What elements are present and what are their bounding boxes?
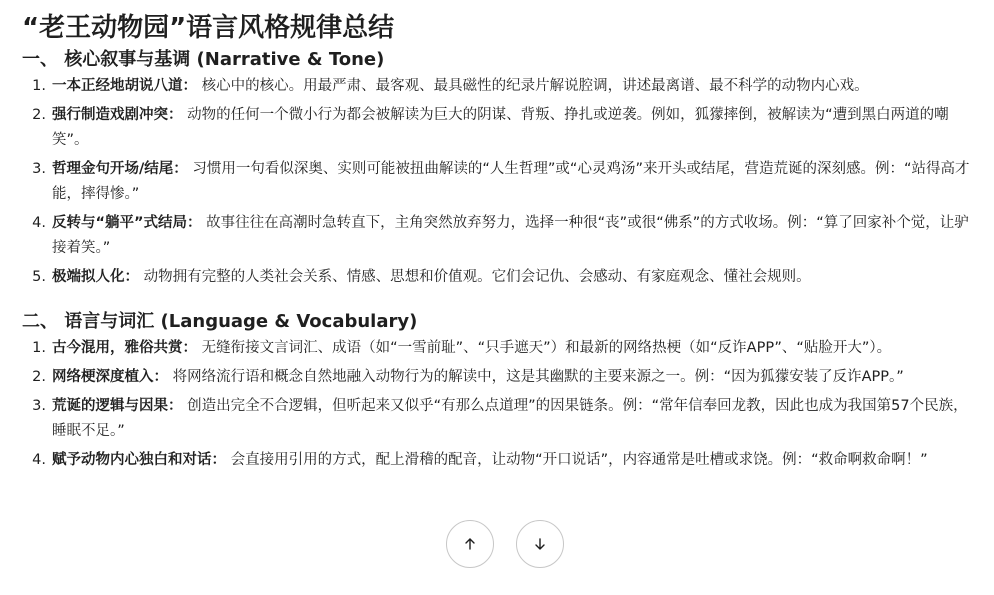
scroll-up-button[interactable]	[446, 520, 494, 568]
list-item-text: 将网络流行语和概念自然地融入动物行为的解读中，这是其幽默的主要来源之一。例：“因为狐獴安装了反诈APP。”	[172, 369, 904, 385]
list-item-number: 1.	[32, 340, 46, 356]
list-item-number: 5.	[32, 269, 46, 285]
list-item-text: 故事往往在高潮时急转直下，主角突然放弃努力，选择一种很“丧”或很“佛系”的方式收场。例：“算了回家补个觉，让驴接着笑。”	[52, 215, 969, 256]
list-item	[22, 448, 972, 473]
list-item-lead: 极端拟人化：	[52, 269, 139, 285]
list-item-lead: 强行制造戏剧冲突：	[52, 107, 183, 123]
list-item	[22, 394, 972, 444]
section-list-language	[22, 336, 972, 473]
list-item-text: 动物的任何一个微小行为都会被解读为巨大的阴谋、背叛、挣扎或逆袭。例如，狐獴摔倒，被解读为“遭到黑白两道的嘲笑”。	[52, 107, 949, 148]
section-heading-narrative: 一、 核心叙事与基调 (Narrative & Tone)	[22, 49, 385, 70]
list-item-body	[52, 265, 972, 290]
list-item-number: 3.	[32, 161, 46, 177]
list-item	[22, 157, 972, 207]
list-item-body	[52, 157, 972, 207]
list-item-text: 创造出完全不合逻辑，但听起来又似乎“有那么点道理”的因果链条。例：“常年信奉回龙教，因此也成为我国第57个民族，睡眠不足。”	[52, 398, 968, 439]
list-item-number: 3.	[32, 398, 46, 414]
list-item-text: 无缝衔接文言词汇、成语（如“一雪前耻”、“只手遮天”）和最新的网络热梗（如“反诈APP”、“贴脸开大”）。	[201, 340, 892, 356]
list-item-body	[52, 103, 972, 153]
list-item-body	[52, 336, 972, 361]
list-item-text: 动物拥有完整的人类社会关系、情感、思想和价值观。它们会记仇、会感动、有家庭观念、懂社会规则。	[143, 269, 811, 285]
list-item	[22, 365, 972, 390]
list-item-number: 1.	[32, 78, 46, 94]
list-item	[22, 211, 972, 261]
list-item-text: 习惯用一句看似深奥、实则可能被扭曲解读的“人生哲理”或“心灵鸡汤”来开头或结尾，营造荒诞的深刻感。例：“站得高才能，摔得惨。”	[52, 161, 970, 202]
list-item	[22, 74, 972, 99]
section-heading-language: 二、 语言与词汇 (Language & Vocabulary)	[22, 311, 418, 332]
list-item-lead: 反转与“躺平”式结局：	[52, 215, 202, 231]
list-item-body	[52, 211, 972, 261]
scroll-down-button[interactable]	[516, 520, 564, 568]
page-title: “老王动物园”语言风格规律总结	[22, 13, 395, 43]
list-item-body	[52, 365, 972, 390]
list-item-lead: 荒诞的逻辑与因果：	[52, 398, 183, 414]
arrow-up-icon	[462, 536, 478, 552]
list-item-lead: 赋予动物内心独白和对话：	[52, 452, 226, 468]
list-item-number: 4.	[32, 215, 46, 231]
list-item-lead: 哲理金句开场/结尾：	[52, 161, 188, 177]
list-item	[22, 265, 972, 290]
list-item-body	[52, 448, 972, 473]
list-item	[22, 103, 972, 153]
list-item-lead: 一本正经地胡说八道：	[52, 78, 197, 94]
list-item-number: 4.	[32, 452, 46, 468]
list-item-body	[52, 394, 972, 444]
list-item-number: 2.	[32, 369, 46, 385]
list-item	[22, 336, 972, 361]
list-item-text: 会直接用引用的方式，配上滑稽的配音，让动物“开口说话”，内容通常是吐槽或求饶。例：“救命啊救命啊！”	[230, 452, 928, 468]
list-item-text: 核心中的核心。用最严肃、最客观、最具磁性的纪录片解说腔调，讲述最离谱、最不科学的动物内心戏。	[201, 78, 869, 94]
document	[22, 10, 972, 477]
list-item-lead: 网络梗深度植入：	[52, 369, 168, 385]
list-item-body	[52, 74, 972, 99]
list-item-lead: 古今混用，雅俗共赏：	[52, 340, 197, 356]
arrow-down-icon	[532, 536, 548, 552]
section-list-narrative	[22, 74, 972, 290]
list-item-number: 2.	[32, 107, 46, 123]
